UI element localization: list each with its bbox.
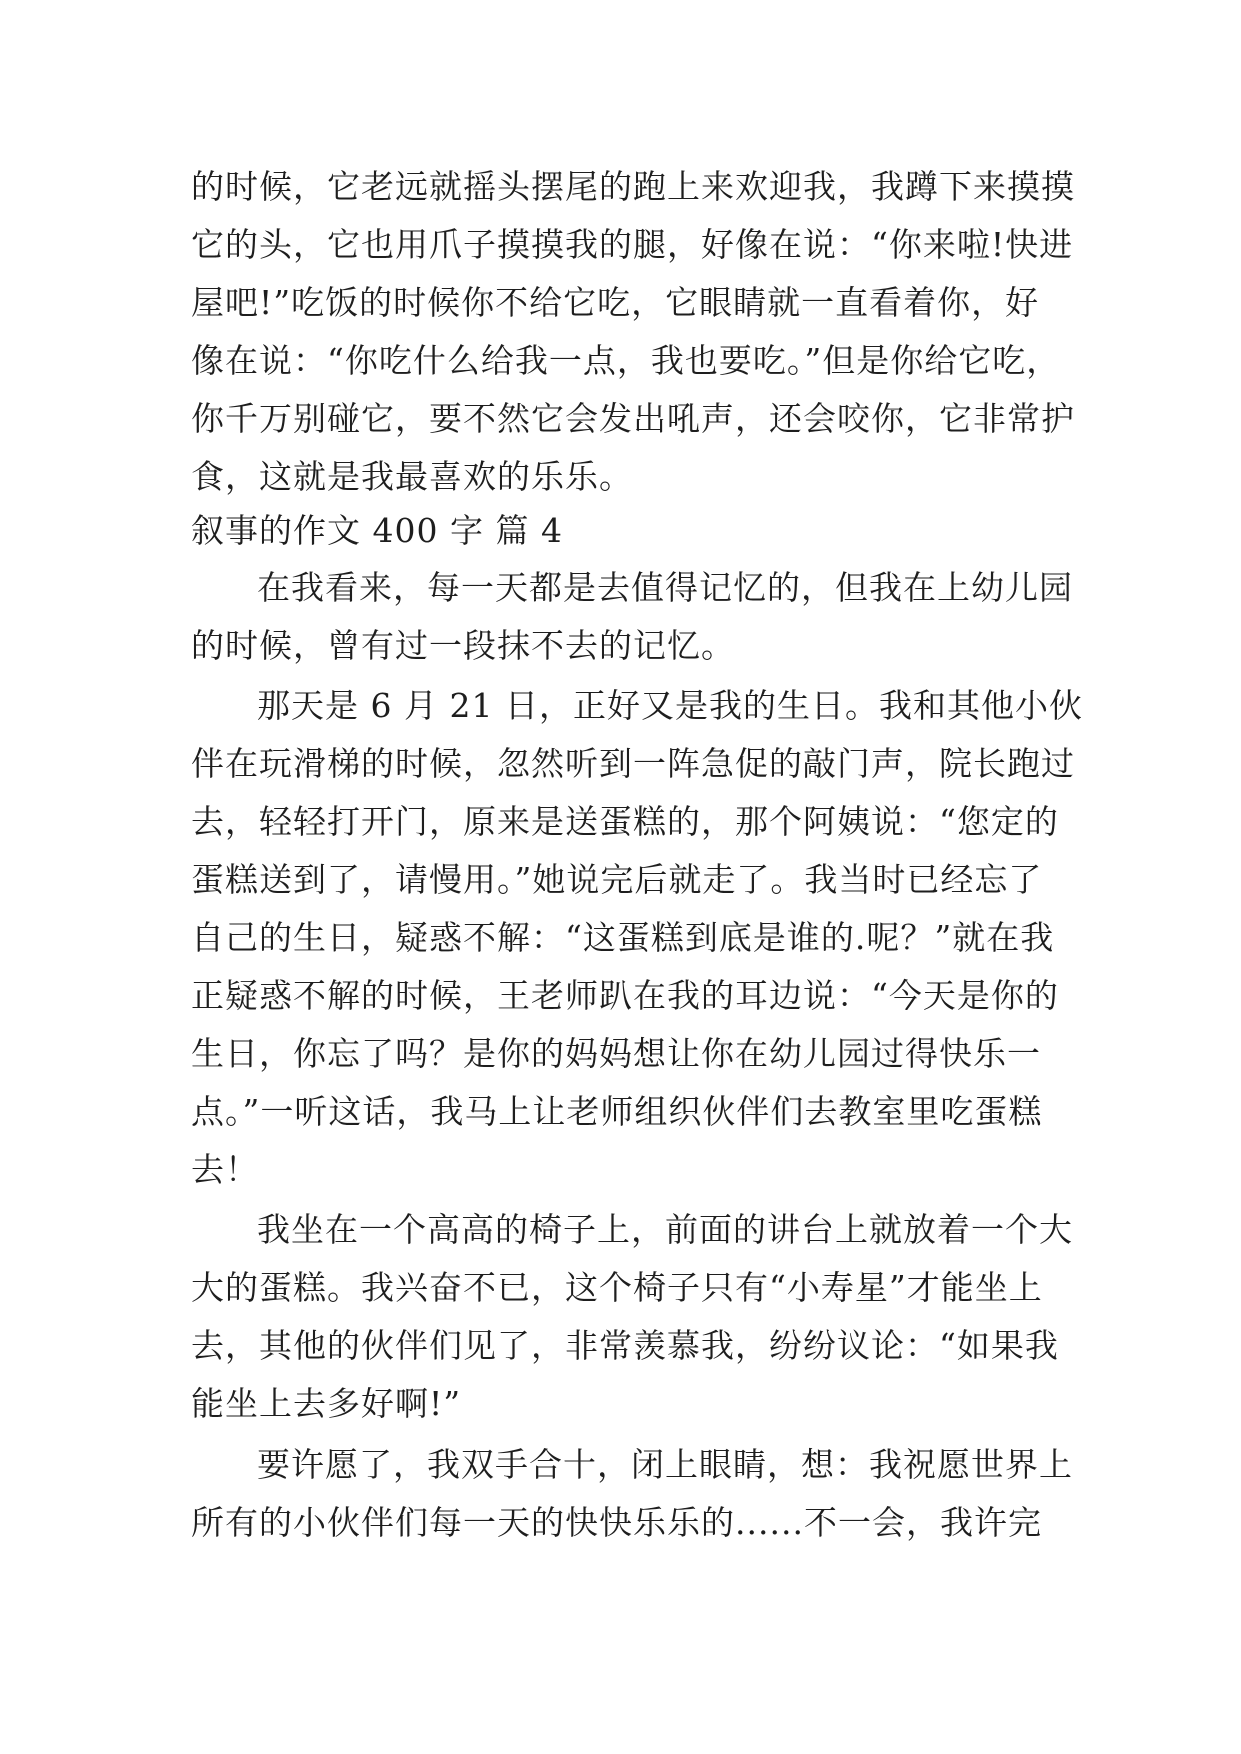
text-line: 在我看来，每一天都是去值得记忆的，但我在上幼儿园 [257,568,1073,607]
text-line: 去，其他的伙伴们见了，非常羡慕我，纷纷议论：“如果我 [191,1326,1059,1365]
text-line: 正疑惑不解的时候，王老师趴在我的耳边说：“今天是你的 [191,976,1059,1015]
text-line: 那天是 6 月 21 日，正好又是我的生日。我和其他小伙 [257,686,1083,725]
text-line: 食，这就是我最喜欢的乐乐。 [191,457,633,496]
text-line: 所有的小伙伴们每一天的快快乐乐的......不一会，我许完 [191,1503,1042,1542]
text-line: 像在说：“你吃什么给我一点，我也要吃。”但是你给它吃， [191,341,1061,380]
text-line: 生日，你忘了吗？是你的妈妈想让你在幼儿园过得快乐一 [191,1034,1041,1073]
section-heading: 叙事的作文 400 字 篇 4 [191,511,563,550]
text-line: 的时候，曾有过一段抹不去的记忆。 [191,626,735,665]
text-line: 去！ [191,1150,259,1189]
text-line: 点。”一听这话，我马上让老师组织伙伴们去教室里吃蛋糕 [191,1092,1043,1131]
text-line: 你千万别碰它，要不然它会发出吼声，还会咬你，它非常护 [191,399,1075,438]
text-line: 蛋糕送到了，请慢用。”她说完后就走了。我当时已经忘了 [191,860,1043,899]
text-line: 要许愿了，我双手合十，闭上眼睛，想：我祝愿世界上 [257,1445,1073,1484]
text-line: 大的蛋糕。我兴奋不已，这个椅子只有“小寿星”才能坐上 [191,1268,1043,1307]
text-line: 我坐在一个高高的椅子上，前面的讲台上就放着一个大 [257,1210,1073,1249]
text-line: 屋吧!”吃饭的时候你不给它吃，它眼睛就一直看着你，好 [191,283,1040,322]
text-line: 自己的生日，疑惑不解：“这蛋糕到底是谁的.呢？”就在我 [191,918,1055,957]
text-line: 它的头，它也用爪子摸摸我的腿，好像在说：“你来啦!快进 [191,225,1074,264]
text-line: 去，轻轻打开门，原来是送蛋糕的，那个阿姨说：“您定的 [191,802,1059,841]
text-line: 的时候，它老远就摇头摆尾的跑上来欢迎我，我蹲下来摸摸 [191,167,1075,206]
text-line: 伴在玩滑梯的时候，忽然听到一阵急促的敲门声，院长跑过 [191,744,1075,783]
text-line: 能坐上去多好啊!” [191,1384,462,1423]
